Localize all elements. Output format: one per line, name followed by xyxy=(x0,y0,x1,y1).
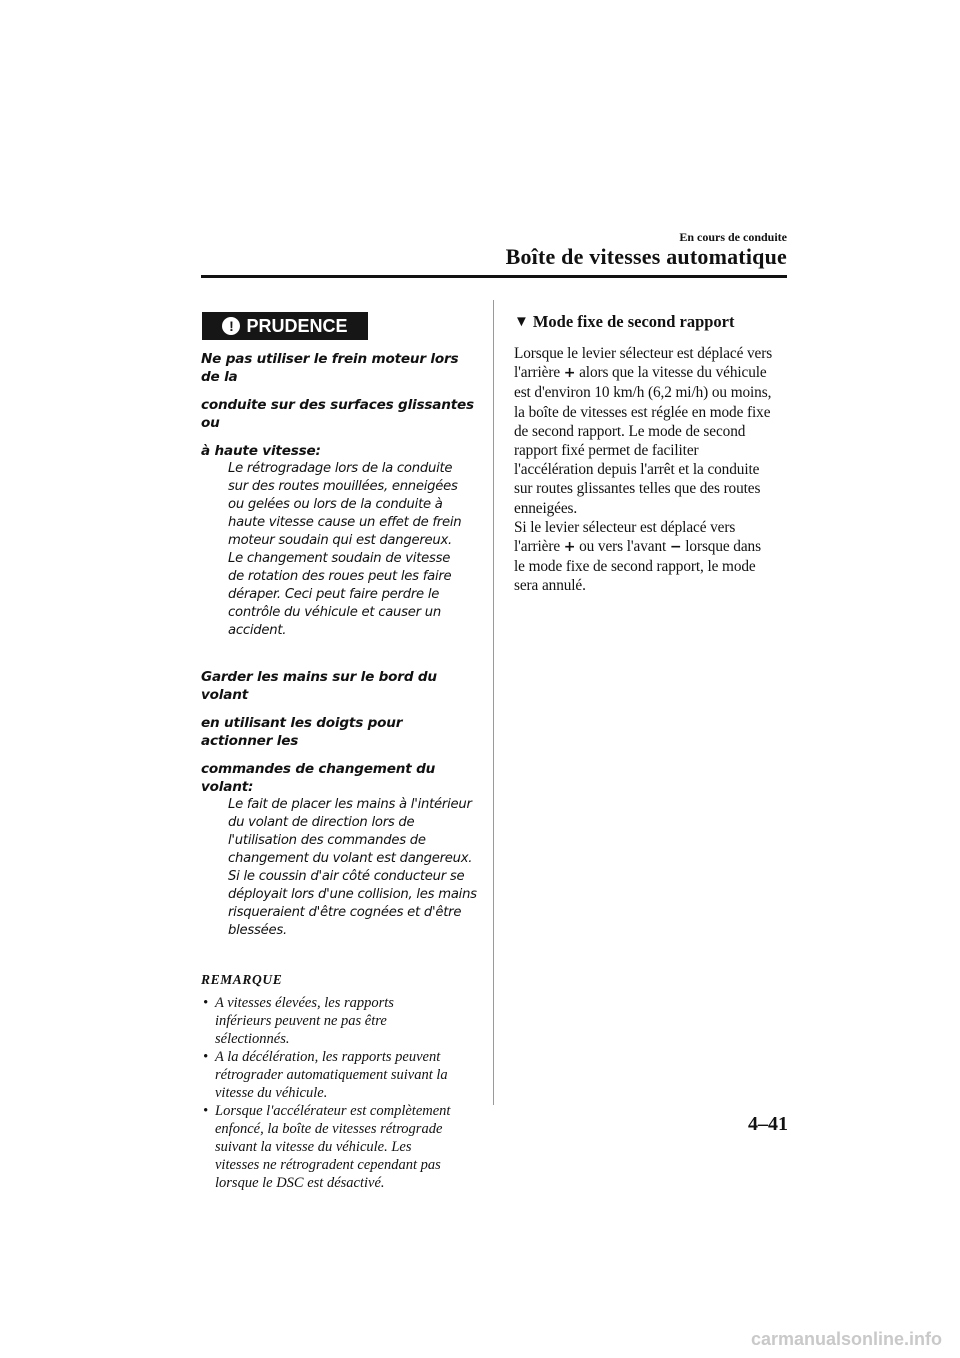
warning-heading-line: Garder les mains sur le bord du volant xyxy=(201,669,437,703)
section-body-line xyxy=(514,518,790,537)
note-item-line: sélectionnés. xyxy=(215,1031,290,1047)
section-text-segment: alors que la vitesse du véhicule xyxy=(575,364,767,382)
warning-heading-line: commandes de changement du volant: xyxy=(201,761,436,795)
minus-icon: − xyxy=(669,539,682,556)
note-item-line: A vitesses élevées, les rapports xyxy=(215,995,394,1011)
warning-heading-line: en utilisant les doigts pour actionner les xyxy=(201,715,403,749)
bullet-icon: • xyxy=(203,995,209,1011)
note-title: REMARQUE xyxy=(201,972,283,987)
section-text-segment: lorsque dans xyxy=(681,538,761,556)
bullet-icon: • xyxy=(203,1103,209,1119)
section-text-segment: le mode fixe de second rapport, le mode xyxy=(514,558,756,576)
note-item xyxy=(201,1048,477,1102)
section-text-segment: sera annulé. xyxy=(514,577,586,595)
section-text-segment: l'accélération depuis l'arrêt et la conduite xyxy=(514,461,760,479)
section-text-segment: est d'environ 10 km/h (6,2 mi/h) ou moins, xyxy=(514,384,772,402)
caution-warnings xyxy=(201,350,477,940)
section-body-line xyxy=(514,576,790,595)
note-item-line: lorsque le DSC est désactivé. xyxy=(215,1175,385,1191)
section-text-segment: Lorsque le levier sélecteur est déplacé vers xyxy=(514,345,773,362)
plus-icon: + xyxy=(563,539,576,556)
note-item xyxy=(201,994,477,1048)
section-body-line xyxy=(514,441,790,460)
note-item-line: A la décélération, les rapports peuvent xyxy=(215,1049,441,1065)
warning-body-line: contrôle du véhicule et causer un xyxy=(228,605,441,620)
warning-body-line: Le fait de placer les mains à l'intérieur xyxy=(228,797,472,812)
warning-body-line: risqueraient d'être cognées et d'être xyxy=(228,905,462,920)
section-body-line xyxy=(514,460,790,479)
section-heading xyxy=(514,312,790,332)
section-body-line xyxy=(514,499,790,518)
note-item-line: vitesse du véhicule. xyxy=(215,1085,328,1101)
plus-icon: + xyxy=(563,365,576,382)
caution-box xyxy=(202,312,368,340)
warning-heading-line: à haute vitesse: xyxy=(201,443,321,459)
warning-body-line: du volant de direction lors de xyxy=(228,815,415,830)
section-body-line xyxy=(514,537,790,557)
note-item-line: suivant la vitesse du véhicule. Les xyxy=(215,1139,412,1155)
section-heading-text: Mode fixe de second rapport xyxy=(532,312,735,331)
section-text-segment: rapport fixé permet de faciliter xyxy=(514,442,699,460)
note-item-line: vitesses ne rétrogradent cependant pas xyxy=(215,1157,441,1173)
bullet-icon: • xyxy=(203,1049,209,1065)
page-number: 4–41 xyxy=(748,1113,788,1135)
warning-body-line: accident. xyxy=(228,623,287,638)
note-item-line: rétrograder automatiquement suivant la xyxy=(215,1067,448,1083)
caution-label: PRUDENCE xyxy=(246,315,348,336)
right-column xyxy=(514,312,790,596)
section-text-segment: l'arrière xyxy=(514,538,564,556)
section-text-segment: la boîte de vitesses est réglée en mode fixe xyxy=(514,403,771,421)
section-text-segment: sur routes glissantes telles que des routes xyxy=(514,480,761,498)
page-title: Boîte de vitesses automatique xyxy=(505,244,787,269)
warning-body-line: déraper. Ceci peut faire perdre le xyxy=(228,587,440,602)
header-section-label: En cours de conduite xyxy=(679,230,787,244)
warning-body-line: Si le coussin d'air côté conducteur se xyxy=(228,869,465,884)
header-rule xyxy=(201,275,787,278)
warning-spacer xyxy=(201,640,477,658)
note-list xyxy=(201,994,477,1192)
section-body-line xyxy=(514,403,790,422)
section-text-segment: de second rapport. Le mode de second xyxy=(514,422,746,440)
column-divider xyxy=(493,300,494,1105)
left-column xyxy=(201,312,477,1192)
warning-heading-line: conduite sur des surfaces glissantes ou xyxy=(201,397,474,431)
section-body-line xyxy=(514,557,790,576)
triangle-marker-icon: ▼ xyxy=(514,313,529,330)
warning-body-line: changement du volant est dangereux. xyxy=(228,851,473,866)
note-item xyxy=(201,1102,477,1192)
warning-body-line: sur des routes mouillées, enneigées xyxy=(228,479,458,494)
section-body-line xyxy=(514,422,790,441)
warning-icon: ! xyxy=(222,317,240,335)
note-item-line: inférieurs peuvent ne pas être xyxy=(215,1013,387,1029)
warning-body-line: moteur soudain qui est dangereux. xyxy=(228,533,452,548)
warning-body-line: de rotation des roues peut les faire xyxy=(228,569,452,584)
warning-body-line: déployait lors d'une collision, les mains xyxy=(228,887,477,902)
watermark: carmanualsonline.info xyxy=(750,1329,942,1349)
note-item-line: Lorsque l'accélérateur est complètement xyxy=(215,1103,451,1119)
section-body-line xyxy=(514,383,790,402)
section-body-line xyxy=(514,363,790,383)
section-text-segment: ou vers l'avant xyxy=(575,538,670,556)
note-item-line: enfoncé, la boîte de vitesses rétrograde xyxy=(215,1121,443,1137)
section-text-segment: Si le levier sélecteur est déplacé vers xyxy=(514,518,736,536)
section-body-line xyxy=(514,479,790,498)
section-body-line xyxy=(514,344,790,363)
section-text-segment: l'arrière xyxy=(514,364,564,382)
section-body xyxy=(514,344,790,596)
warning-body-line: ou gelées ou lors de la conduite à xyxy=(228,497,443,512)
warning-body-line: haute vitesse cause un effet de frein xyxy=(228,515,462,530)
section-text-segment: enneigées. xyxy=(514,499,578,517)
warning-body-line: Le changement soudain de vitesse xyxy=(228,551,451,566)
warning-heading-line: Ne pas utiliser le frein moteur lors de la xyxy=(201,351,459,385)
warning-body-line: Le rétrogradage lors de la conduite xyxy=(228,461,453,476)
warning-body-line: l'utilisation des commandes de xyxy=(228,833,426,848)
warning-body-line: blessées. xyxy=(228,923,287,938)
